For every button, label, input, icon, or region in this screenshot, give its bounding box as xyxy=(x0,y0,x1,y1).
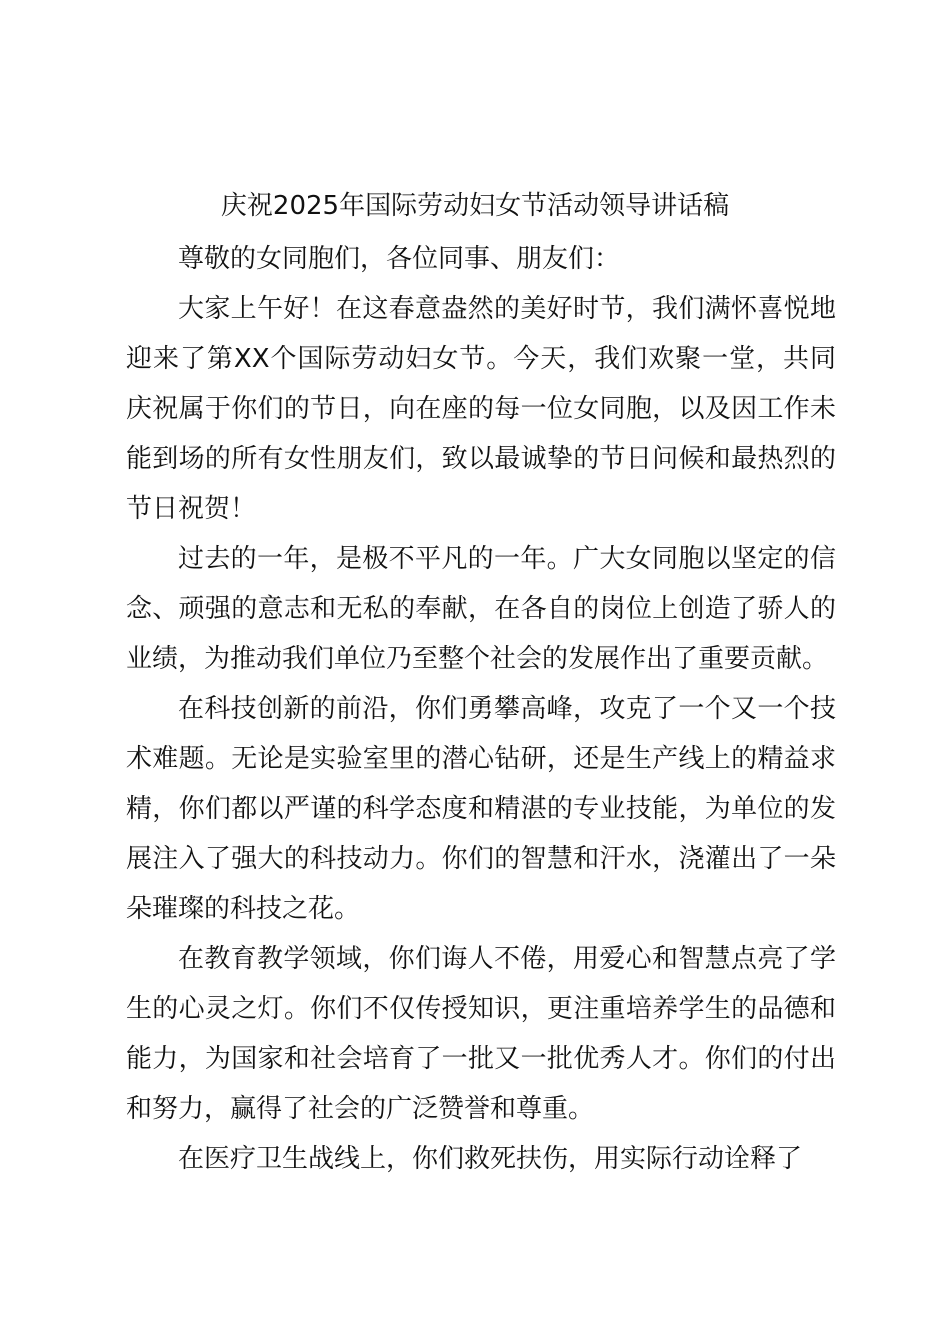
paragraph-3: 在科技创新的前沿，你们勇攀高峰，攻克了一个又一个技术难题。无论是实验室里的潜心钻研，还是生产线上的精益求精，你们都以严谨的科学态度和精湛的专业技能，为单位的发展注入了强大的科技动力。你们的智慧和汗水，浇灌出了一朵朵璀璨的科技之花。 xyxy=(126,694,836,924)
document-title: 庆祝2025年国际劳动妇女节活动领导讲话稿 xyxy=(220,191,730,221)
paragraph-2: 过去的一年，是极不平凡的一年。广大女同胞以坚定的信念、顽强的意志和无私的奉献，在各自的岗位上创造了骄人的业绩，为推动我们单位乃至整个社会的发展作出了重要贡献。 xyxy=(126,544,836,674)
paragraph-5: 在医疗卫生战线上，你们救死扶伤，用实际行动诠释了 xyxy=(178,1144,803,1174)
document-body xyxy=(126,234,836,1184)
salutation: 尊敬的女同胞们，各位同事、朋友们： xyxy=(178,244,621,274)
paragraph-1: 大家上午好！在这春意盎然的美好时节，我们满怀喜悦地迎来了第XX个国际劳动妇女节。今天，我们欢聚一堂，共同庆祝属于你们的节日，向在座的每一位女同胞，以及因工作未能到场的所有女性朋友们，致以最诚挚的节日问候和最热烈的节日祝贺！ xyxy=(126,294,836,524)
paragraph-4: 在教育教学领域，你们诲人不倦，用爱心和智慧点亮了学生的心灵之灯。你们不仅传授知识，更注重培养学生的品德和能力，为国家和社会培育了一批又一批优秀人才。你们的付出和努力，赢得了社会的广泛赞誉和尊重。 xyxy=(126,944,836,1124)
